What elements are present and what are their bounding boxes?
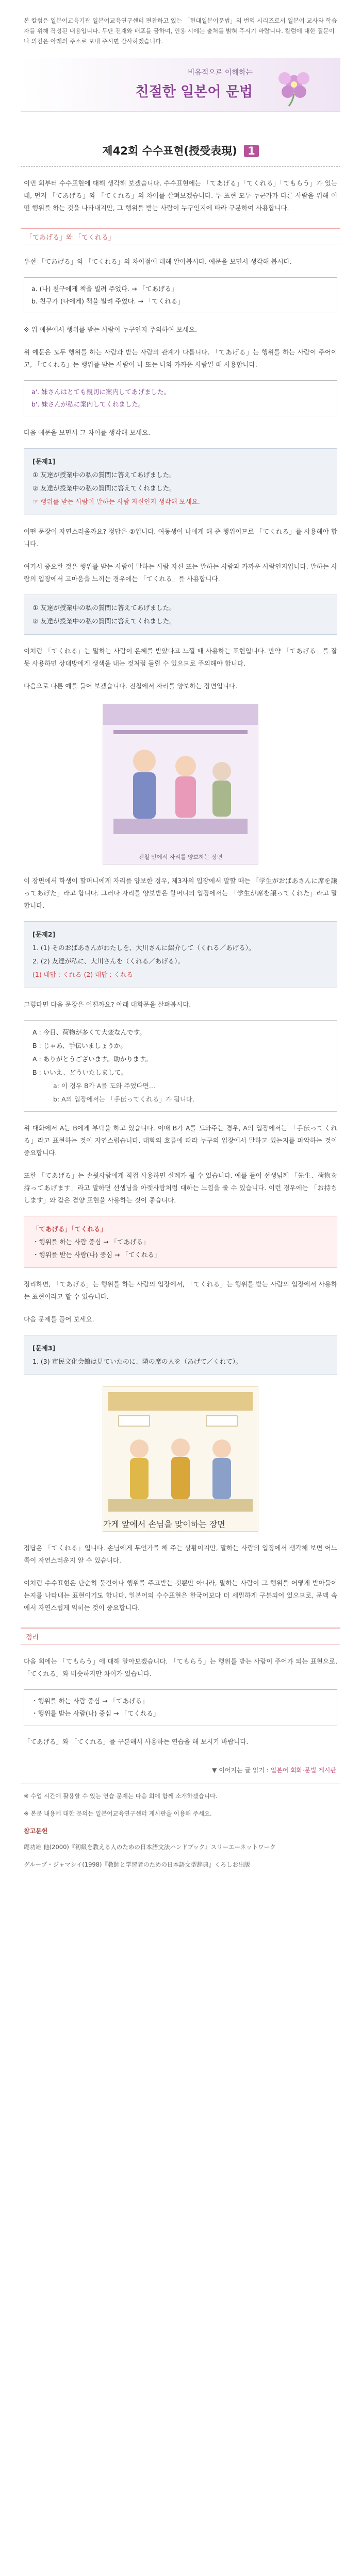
paragraph: 다음 예문을 보면서 그 차이를 생각해 보세요. xyxy=(24,429,151,436)
problem-line: 1. (3) 市民文化会館は見ていたのに、隣の席の人を（あげて／くれて）。 xyxy=(32,1358,242,1365)
article-page xyxy=(0,15,361,2576)
lesson-title-text: 제42회 수수표현(授受表現) xyxy=(102,145,237,157)
paragraph: 다음 회에는 「てもらう」에 대해 알아보겠습니다. 「てもらう」는 행위를 받는 사람이 주어가 되는 표현으로, 「てくれる」와 비슷하지만 차이가 있습니다. xyxy=(24,1657,337,1677)
paragraph: 어떤 문장이 자연스러울까요? 정답은 ②입니다. 여동생이 나에게 해 준 행위이므로 「てくれる」를 사용해야 합니다. xyxy=(24,528,337,548)
section-heading: 「てあげる」와 「てくれる」 xyxy=(21,228,340,245)
next-article-link[interactable]: 일본어 회화·문법 게시판 xyxy=(270,1767,336,1774)
train-scene-illustration xyxy=(103,704,258,865)
dialog-subnote: a: 이 경우 B가 A를 도와 주었다면… xyxy=(53,1082,156,1090)
lesson-number-badge: 1 xyxy=(244,145,259,157)
dialog-line: B : じゃあ、手伝いましょうか。 xyxy=(32,1042,127,1049)
footnote: ※ 수업 시간에 활용할 수 있는 연습 문제는 다음 회에 함께 소개하겠습니다. xyxy=(24,1792,218,1800)
problem-note: ☞ 행위를 받는 사람이 말하는 사람 자신인지 생각해 보세요. xyxy=(32,498,200,505)
reference-item: 庵功雄 他(2000)『初級を教える人のための日本語文法ハンドブック』スリーエーネットワーク xyxy=(24,1843,276,1851)
figure-caption: 전철 안에서 자리를 양보하는 장면 xyxy=(138,854,223,860)
problem-box xyxy=(24,595,337,635)
example-note: ※ 위 예문에서 행위를 받는 사람이 누구인지 주의하여 보세요. xyxy=(24,326,198,333)
example-box xyxy=(24,380,337,416)
summary-line: ・행위를 하는 사람 중심 → 「てあげる」 xyxy=(32,1238,150,1246)
problem-line: ② 友達が授業中の私の質問に答えてくれました。 xyxy=(32,617,176,625)
problem-line: ① 友達が授業中の私の質問に答えてあげました。 xyxy=(32,471,176,479)
paragraph: 위 예문은 모두 행위를 하는 사람과 받는 사람의 관계가 다릅니다. 「てあげる」는 행위를 하는 사람이 주어이고, 「てくれる」는 행위를 받는 사람이 나 또는 나와 가까운 사람일 때 사용합니다. xyxy=(24,348,337,368)
summary-box xyxy=(24,1216,337,1268)
example-line: a. (나) 친구에게 책을 빌려 주었다. → 「てあげる」 xyxy=(31,285,178,293)
problem-box xyxy=(24,921,337,988)
paragraph: 그렇다면 다음 문장은 어떨까요? 아래 대화문을 살펴봅시다. xyxy=(24,1001,191,1008)
paragraph: 정답은 「てくれる」입니다. 손님에게 무언가를 해 주는 상황이지만, 말하는 사람의 입장에서 생각해 보면 어느 쪽이 자연스러운지 알 수 있습니다. xyxy=(24,1544,337,1564)
banner-title: 친절한 일본어 문법 xyxy=(135,84,253,100)
summary-label: 「てあげる」「てくれる」 xyxy=(32,1225,107,1233)
example-line: ・행위를 하는 사람 중심 → 「てあげる」 xyxy=(31,1697,149,1705)
section-heading: 정리 xyxy=(21,1628,340,1645)
paragraph: 또한 「てあげる」는 손윗사람에게 직접 사용하면 실례가 될 수 있습니다. 예를 들어 선생님께 「先生、荷物を持ってあげます」라고 말하면 선생님을 아랫사람처럼 대하는 느낌을 줄 수 있습니다. 이런 경우에는 「お持ちします」와 같은 겸양 표현을 사용하는 것이 좋습니다. xyxy=(24,1172,337,1204)
train-scene-icon xyxy=(103,704,258,849)
figure-caption: 가게 앞에서 손님을 맞이하는 장면 xyxy=(103,1519,225,1529)
flower-illustration-icon xyxy=(263,63,325,107)
problem-label: [문제1] xyxy=(32,457,56,465)
next-article-link-row xyxy=(21,1766,340,1774)
summary-examples-box xyxy=(24,1689,337,1725)
next-article-prefix: ▼ 이어지는 글 읽기 : xyxy=(212,1767,271,1774)
paragraph: 다음 문제를 풀어 보세요. xyxy=(24,1315,94,1323)
paragraph: 이 장면에서 학생이 할머니에게 자리를 양보한 경우, 제3자의 입장에서 말할 때는 「学生がおばあさんに席を譲ってあげた」라고 합니다. 그러나 자리를 양보받은 할머니의 입장에서는 「学生が席を譲ってくれた」라고 말합니다. xyxy=(24,877,337,909)
paragraph: 이번 회부터 수수표현에 대해 생각해 보겠습니다. 수수표현에는 「てあげる」「てくれる」「てもらう」가 있는데, 먼저 「てあげる」와 「てくれる」의 차이를 살펴보겠습니다. 두 표현 모두 누군가가 다른 사람을 위해 어떤 행위를 하는 것을 나타내지만, 그 행위를 받는 사람이 누구인지에 따라 구분하여 사용합니다. xyxy=(24,179,337,212)
shop-scene-illustration xyxy=(103,1386,258,1532)
dialog-box xyxy=(24,1020,337,1112)
problem-box xyxy=(24,448,337,515)
paragraph: 다음으로 다른 예를 들어 보겠습니다. 전철에서 자리를 양보하는 장면입니다. xyxy=(24,682,238,690)
problem-line: ① 友達が授業中の私の質問に答えてあげました。 xyxy=(32,604,176,612)
paragraph: 「てあげる」와 「てくれる」를 구분해서 사용하는 연습을 해 보시기 바랍니다. xyxy=(24,1738,249,1745)
example-line: a'. 妹さんはとても親切に案内してあげました。 xyxy=(31,388,171,396)
shop-scene-icon xyxy=(103,1387,258,1516)
dialog-line: B : いいえ、どういたしまして。 xyxy=(32,1069,127,1076)
problem-line: ② 友達が授業中の私の質問に答えてくれました。 xyxy=(32,484,176,492)
copyright-notice: 본 칼럼은 일본어교육기관 일본어교육연구센터 편찬하고 있는 「현대일본어문법」의 번역 시리즈로서 일본어 교사와 학습자를 위해 작성된 내용입니다. 무단 전재와 배포를 금하며, 인용 시에는 출처를 밝혀 주시기 바랍니다. 칼럼에 대한 질문이나 의견은 아래의 주소로 보내 주시면 감사하겠습니다. xyxy=(24,17,337,45)
dialog-subnote: b: A의 입장에서는 「手伝ってくれる」가 됩니다. xyxy=(53,1095,194,1103)
lesson-title xyxy=(21,143,340,158)
paragraph: 정리하면, 「てあげる」는 행위를 하는 사람의 입장에서, 「てくれる」는 행위를 받는 사람의 입장에서 사용하는 표현이라고 할 수 있습니다. xyxy=(24,1280,337,1300)
dialog-line: A : ありがとうございます。助かります。 xyxy=(32,1055,152,1063)
problem-note: (1) 대답 : くれる (2) 대답 : くれる xyxy=(32,971,133,978)
paragraph: 이처럼 수수표현은 단순히 물건이나 행위를 주고받는 것뿐만 아니라, 말하는 사람이 그 행위를 어떻게 받아들이는지를 나타내는 표현이기도 합니다. 일본어의 수수표현은 한국어보다 더 세밀하게 구분되어 있으므로, 문맥 속에서 자연스럽게 익히는 것이 중요합니다. xyxy=(24,1579,337,1612)
problem-label: [문제2] xyxy=(32,930,56,938)
paragraph: 우선 「てあげる」와 「てくれる」의 차이점에 대해 알아봅시다. 예문을 보면서 생각해 봅시다. xyxy=(24,258,292,265)
column-banner xyxy=(21,58,340,112)
dialog-line: A : 今日、荷物が多くて大変なんです。 xyxy=(32,1028,146,1036)
paragraph: 위 대화에서 A는 B에게 부탁을 하고 있습니다. 이때 B가 A를 도와주는 경우, A의 입장에서는 「手伝ってくれる」라고 표현하는 것이 자연스럽습니다. 대화의 흐름에 따라 누구의 입장에서 말하고 있는지를 파악하는 것이 중요합니다. xyxy=(24,1124,337,1157)
references-heading: 참고문헌 xyxy=(24,1827,48,1835)
banner-subtitle: 비유적으로 이해하는 xyxy=(187,69,253,77)
problem-line: 1. (1) そのおばあさんがわたしを、大川さんに紹介して（くれる／あげる）。 xyxy=(32,944,255,952)
example-line: ・행위를 받는 사람(나) 중심 → 「てくれる」 xyxy=(31,1709,160,1717)
example-line: b. 친구가 (나에게) 책을 빌려 주었다. → 「てくれる」 xyxy=(31,297,184,305)
reference-item: グループ・ジャマシイ(1998)『教師と学習者のための日本語文型辞典』くろしお出版 xyxy=(24,1861,251,1868)
example-box xyxy=(24,277,337,313)
title-divider xyxy=(21,166,340,167)
problem-line: 2. (2) 友達が私に、大川さんを（くれる／あげる）。 xyxy=(32,957,184,965)
problem-box xyxy=(24,1335,337,1375)
paragraph: 이처럼 「てくれる」는 말하는 사람이 은혜를 받았다고 느낄 때 사용하는 표현입니다. 만약 「てあげる」를 잘못 사용하면 상대방에게 생색을 내는 것처럼 들릴 수 있으므로 주의해야 합니다. xyxy=(24,647,337,667)
footnote: ※ 본문 내용에 대한 문의는 일본어교육연구센터 게시판을 이용해 주세요. xyxy=(24,1810,212,1817)
summary-line: ・행위를 받는 사람(나) 중심 → 「てくれる」 xyxy=(32,1251,161,1259)
example-line: b'. 妹さんが私に案内してくれました。 xyxy=(31,400,145,408)
problem-label: [문제3] xyxy=(32,1344,56,1352)
paragraph: 여기서 중요한 것은 행위를 받는 사람이 말하는 사람 자신 또는 말하는 사람과 가까운 사람인지입니다. 말하는 사람의 입장에서 고마움을 느끼는 경우에는 「てくれる」를 사용합니다. xyxy=(24,563,337,583)
